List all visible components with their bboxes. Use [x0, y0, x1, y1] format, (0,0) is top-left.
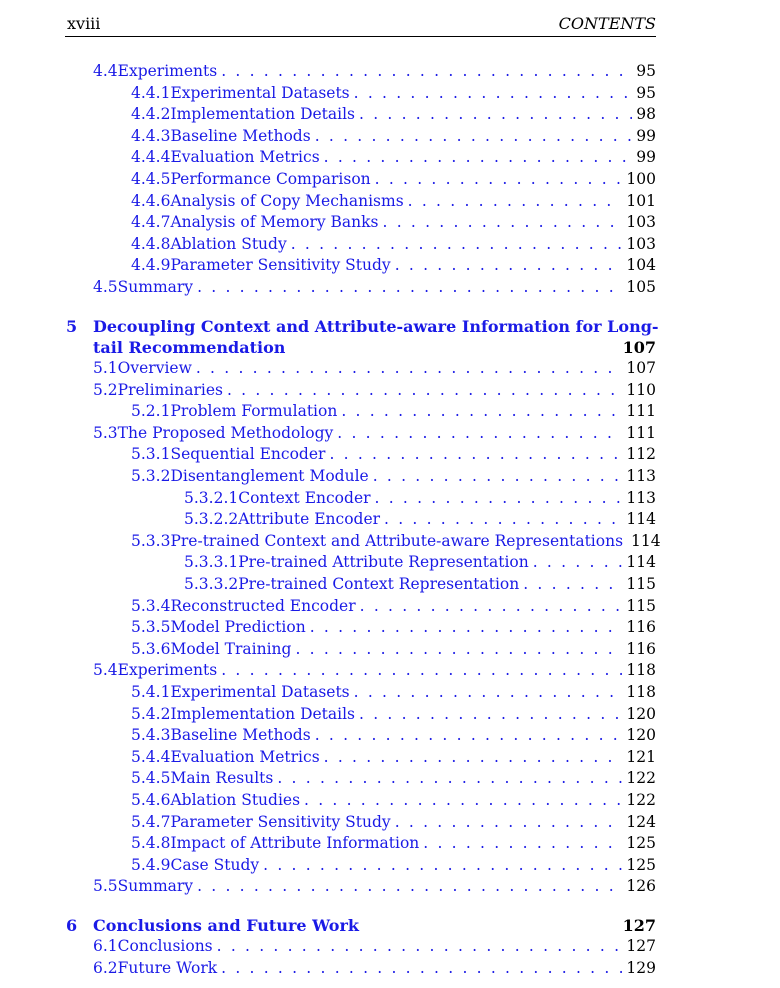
toc-entry[interactable]: [131, 682, 656, 703]
toc-entry-title: Pre-trained Attribute Representation: [238, 553, 529, 572]
toc-entry[interactable]: [131, 234, 656, 255]
dot-leader: [523, 574, 622, 595]
dot-leader: [395, 255, 623, 276]
toc-entry-title: Main Results: [170, 769, 274, 788]
toc-entry-title: Baseline Methods: [170, 126, 311, 145]
dot-leader: [423, 833, 622, 854]
toc-entry-title: Baseline Methods: [170, 726, 311, 745]
toc-entry-title: Parameter Sensitivity Study: [170, 812, 391, 831]
toc-entry-number: 4.4.8: [131, 234, 171, 253]
toc-entry-title: Performance Comparison: [170, 170, 371, 188]
toc-entry[interactable]: [93, 277, 656, 298]
toc-entry-number: 4.4.9: [131, 256, 171, 275]
dot-leader: [359, 104, 632, 125]
toc-entry-title: Summary: [117, 877, 194, 896]
dot-leader: [395, 812, 623, 833]
toc-entry[interactable]: [93, 876, 656, 897]
toc-entry-title: Conclusions: [117, 937, 213, 955]
toc-entry-title: Analysis of Memory Banks: [170, 213, 379, 232]
dot-leader: [408, 191, 623, 212]
toc-entry[interactable]: [131, 169, 656, 190]
toc-entry-title: The Proposed Methodology: [117, 423, 334, 442]
toc-entry-title: Pre-trained Context Representation: [238, 575, 520, 593]
dot-leader: [324, 747, 623, 768]
toc-entry[interactable]: [93, 61, 656, 82]
toc-entry-number: 5.3.3.1: [184, 553, 239, 572]
toc-entry-page: 129: [626, 958, 656, 977]
dot-leader: [354, 83, 633, 104]
dot-leader: [221, 61, 632, 82]
toc-entry[interactable]: [131, 531, 661, 552]
toc-entry[interactable]: [93, 380, 656, 401]
toc-entry[interactable]: [184, 574, 656, 595]
toc-entry[interactable]: [131, 147, 656, 168]
toc-entry[interactable]: [131, 401, 656, 422]
toc-entry-page: 103: [626, 213, 656, 232]
toc-entry-title: Experiments: [117, 661, 218, 680]
dot-leader: [263, 855, 622, 876]
dot-leader: [354, 682, 623, 703]
toc-entry-title: Experimental Datasets: [170, 83, 350, 102]
toc-entry-page: 95: [636, 83, 656, 102]
toc-entry-title: Implementation Details: [170, 704, 356, 723]
toc-entry-page: 115: [626, 596, 656, 615]
toc-entry-page: 115: [626, 575, 656, 593]
toc-entry-page: 125: [626, 834, 656, 853]
dot-leader: [197, 876, 622, 897]
toc-entry-page: 99: [636, 148, 656, 167]
toc-entry-page: 126: [626, 877, 656, 896]
toc-entry-number: 5.4.6: [131, 791, 171, 809]
toc-entry[interactable]: [131, 725, 656, 746]
toc-entry-number: 5.3.1: [131, 445, 171, 464]
toc-entry-page: 122: [626, 791, 656, 809]
toc-entry-page: 114: [626, 510, 656, 529]
dot-leader: [341, 401, 622, 422]
toc-entry-number: 4.4: [93, 62, 118, 80]
toc-entry-title: Pre-trained Context and Attribute-aware Representations: [170, 531, 624, 550]
toc-entry-page: 105: [626, 278, 656, 296]
toc-entry-page: 125: [626, 855, 656, 874]
toc-entry[interactable]: [131, 617, 656, 638]
dot-leader: [375, 169, 623, 190]
toc-entry-number: 5.4.8: [131, 834, 171, 853]
toc-entry-number: 4.4.5: [131, 170, 171, 188]
toc-entry-number: 5.4.5: [131, 769, 171, 788]
toc-entry-title: Sequential Encoder: [170, 445, 326, 464]
toc-entry-number: 4.4.6: [131, 191, 171, 210]
toc-entry-number: 5.3.2: [131, 467, 171, 485]
toc-entry[interactable]: [131, 812, 656, 833]
toc-entry-number: 5.3.3.2: [184, 575, 239, 593]
dot-leader: [315, 725, 623, 746]
dot-leader: [373, 466, 623, 487]
toc-entry-number: 5.3.2.2: [184, 510, 239, 529]
toc-entry-number: 5.3.4: [131, 596, 171, 615]
dot-leader: [315, 126, 633, 147]
toc-entry-number: 5.5: [93, 877, 118, 896]
toc-entry-page: 113: [626, 467, 656, 485]
page-number-label: xviii: [67, 14, 101, 33]
toc-entry[interactable]: [184, 552, 656, 573]
toc-entry[interactable]: [93, 423, 656, 444]
dot-leader: [359, 704, 622, 725]
toc-entry-page: 104: [626, 256, 656, 275]
dot-leader: [217, 936, 623, 957]
toc-entry-page: 98: [636, 105, 656, 124]
toc-entry-title: Impact of Attribute Information: [170, 834, 420, 853]
dot-leader: [295, 639, 622, 660]
toc-entry-title: Implementation Details: [170, 105, 356, 124]
toc-entry-number: 4.4.3: [131, 126, 171, 145]
dot-leader: [227, 380, 622, 401]
dot-leader: [291, 234, 623, 255]
dot-leader: [221, 958, 622, 979]
toc-entry-title: Analysis of Copy Mechanisms: [170, 191, 404, 210]
toc-entry-title: Ablation Study: [170, 234, 287, 253]
toc-entry-page: 107: [626, 359, 656, 377]
chapter-6-title: Conclusions and Future Work: [93, 916, 359, 935]
toc-entry[interactable]: [131, 191, 656, 212]
dot-leader: [304, 790, 622, 811]
toc-entry-number: 5.4.9: [131, 855, 171, 874]
toc-entry-number: 5.3.5: [131, 618, 171, 637]
toc-entry-page: 95: [636, 62, 656, 80]
chapter-6-number: 6: [66, 916, 78, 935]
toc-entry-title: Case Study: [170, 855, 260, 874]
toc-entry-page: 118: [626, 661, 656, 680]
toc-entry-title: Ablation Studies: [170, 791, 301, 809]
toc-entry-title: Disentanglement Module: [170, 467, 369, 485]
toc-entry-number: 5.3.2.1: [184, 488, 239, 507]
toc-entry-number: 5.3: [93, 423, 118, 442]
toc-entry-number: 5.3.6: [131, 639, 171, 658]
toc-entry-title: Summary: [117, 278, 194, 296]
chapter-5-title-line2: tail Recommendation: [93, 338, 286, 357]
dot-leader: [196, 358, 623, 379]
toc-entry[interactable]: [131, 704, 656, 725]
toc-entry-title: Experiments: [117, 62, 218, 80]
toc-entry[interactable]: [131, 444, 656, 465]
toc-entry[interactable]: [131, 768, 656, 789]
toc-entry-number: 4.4.1: [131, 83, 171, 102]
toc-entry-title: Problem Formulation: [170, 402, 338, 421]
toc-entry[interactable]: [131, 255, 656, 276]
toc-entry[interactable]: [93, 358, 656, 379]
toc-entry-page: 111: [626, 423, 656, 442]
toc-entry-number: 4.4.2: [131, 105, 171, 124]
toc-entry-title: Evaluation Metrics: [170, 148, 320, 167]
toc-entry-number: 6.2: [93, 958, 118, 977]
running-header: [65, 14, 656, 37]
toc-entry-page: 99: [636, 126, 656, 145]
toc-entry-page: 100: [626, 170, 656, 188]
toc-entry[interactable]: [131, 104, 656, 125]
toc-entry-page: 111: [626, 402, 656, 421]
dot-leader: [221, 660, 622, 681]
running-title: CONTENTS: [558, 14, 656, 33]
toc-entry[interactable]: [131, 855, 656, 876]
toc-entry-page: 114: [631, 531, 661, 550]
toc-entry-page: 120: [626, 726, 656, 745]
dot-leader: [197, 277, 622, 298]
toc-chapter-5[interactable]: [66, 316, 659, 337]
toc-entry[interactable]: [93, 936, 656, 957]
dot-leader: [383, 212, 623, 233]
toc-entry-title: Context Encoder: [238, 488, 371, 507]
toc-entry[interactable]: [93, 958, 656, 979]
toc-chapter-5-cont[interactable]: [93, 337, 656, 358]
toc-entry-number: 5.4.7: [131, 812, 171, 831]
toc-entry[interactable]: [131, 83, 656, 104]
dot-leader: [375, 488, 623, 509]
chapter-5-number: 5: [66, 317, 78, 336]
toc-entry-page: 127: [626, 937, 656, 955]
toc-entry-number: 5.4: [93, 661, 118, 680]
dot-leader: [384, 509, 622, 530]
toc-entry-title: Parameter Sensitivity Study: [170, 256, 391, 275]
dot-leader: [324, 147, 633, 168]
toc-entry[interactable]: [184, 509, 656, 530]
toc-entry-page: 112: [626, 445, 656, 464]
toc-entry-title: Future Work: [117, 958, 218, 977]
toc-entry-number: 5.4.4: [131, 747, 171, 766]
dot-leader: [329, 444, 622, 465]
chapter-6-page: 127: [622, 916, 656, 935]
toc-entry-number: 5.4.2: [131, 704, 171, 723]
toc-entry-page: 103: [626, 234, 656, 253]
toc-entry-title: Overview: [117, 359, 192, 377]
toc-entry-title: Reconstructed Encoder: [170, 596, 356, 615]
toc-entry-title: Evaluation Metrics: [170, 747, 320, 766]
toc-entry-number: 5.2: [93, 380, 118, 399]
toc-entry-number: 5.3.3: [131, 531, 171, 550]
toc-entry[interactable]: [131, 790, 656, 811]
toc-entry-number: 4.4.7: [131, 213, 171, 232]
chapter-5-title-line1: Decoupling Context and Attribute-aware Information for Long-: [93, 317, 659, 336]
toc-entry-number: 5.4.3: [131, 726, 171, 745]
toc-entry-page: 121: [626, 747, 656, 766]
toc-entry-number: 4.5: [93, 278, 118, 296]
toc-entry-page: 101: [626, 191, 656, 210]
toc-entry-page: 124: [626, 812, 656, 831]
toc-entry-number: 5.1: [93, 359, 118, 377]
toc-entry[interactable]: [131, 126, 656, 147]
toc-entry-page: 116: [626, 639, 656, 658]
toc-entry-number: 5.2.1: [131, 402, 171, 421]
toc-entry-number: 5.4.1: [131, 683, 171, 701]
toc-entry-page: 118: [626, 683, 656, 701]
toc-chapter-6[interactable]: [66, 915, 656, 936]
toc-entry-title: Experimental Datasets: [170, 683, 350, 701]
toc-entry[interactable]: [131, 833, 656, 854]
toc-entry-page: 120: [626, 704, 656, 723]
chapter-5-page: 107: [622, 338, 656, 357]
toc-entry-page: 122: [626, 769, 656, 788]
toc-entry[interactable]: [184, 488, 656, 509]
toc-entry-page: 113: [626, 488, 656, 507]
dot-leader: [337, 423, 622, 444]
toc-entry-number: 4.4.4: [131, 148, 171, 167]
dot-leader: [533, 552, 623, 573]
dot-leader: [360, 596, 623, 617]
toc-entry[interactable]: [131, 747, 656, 768]
dot-leader: [310, 617, 623, 638]
toc-entry-page: 114: [626, 553, 656, 572]
toc-entry-title: Model Prediction: [170, 618, 306, 637]
toc-entry-title: Attribute Encoder: [238, 510, 381, 529]
toc-entry[interactable]: [131, 639, 656, 660]
dot-leader: [277, 768, 622, 789]
toc-entry-page: 110: [626, 380, 656, 399]
toc-entry[interactable]: [131, 212, 656, 233]
toc-entry-number: 6.1: [93, 937, 118, 955]
toc-entry-title: Model Training: [170, 639, 292, 658]
toc-entry-page: 116: [626, 618, 656, 637]
toc-entry[interactable]: [131, 596, 656, 617]
toc-entry[interactable]: [131, 466, 656, 487]
toc-entry-title: Preliminaries: [117, 380, 223, 399]
toc-entry[interactable]: [93, 660, 656, 681]
